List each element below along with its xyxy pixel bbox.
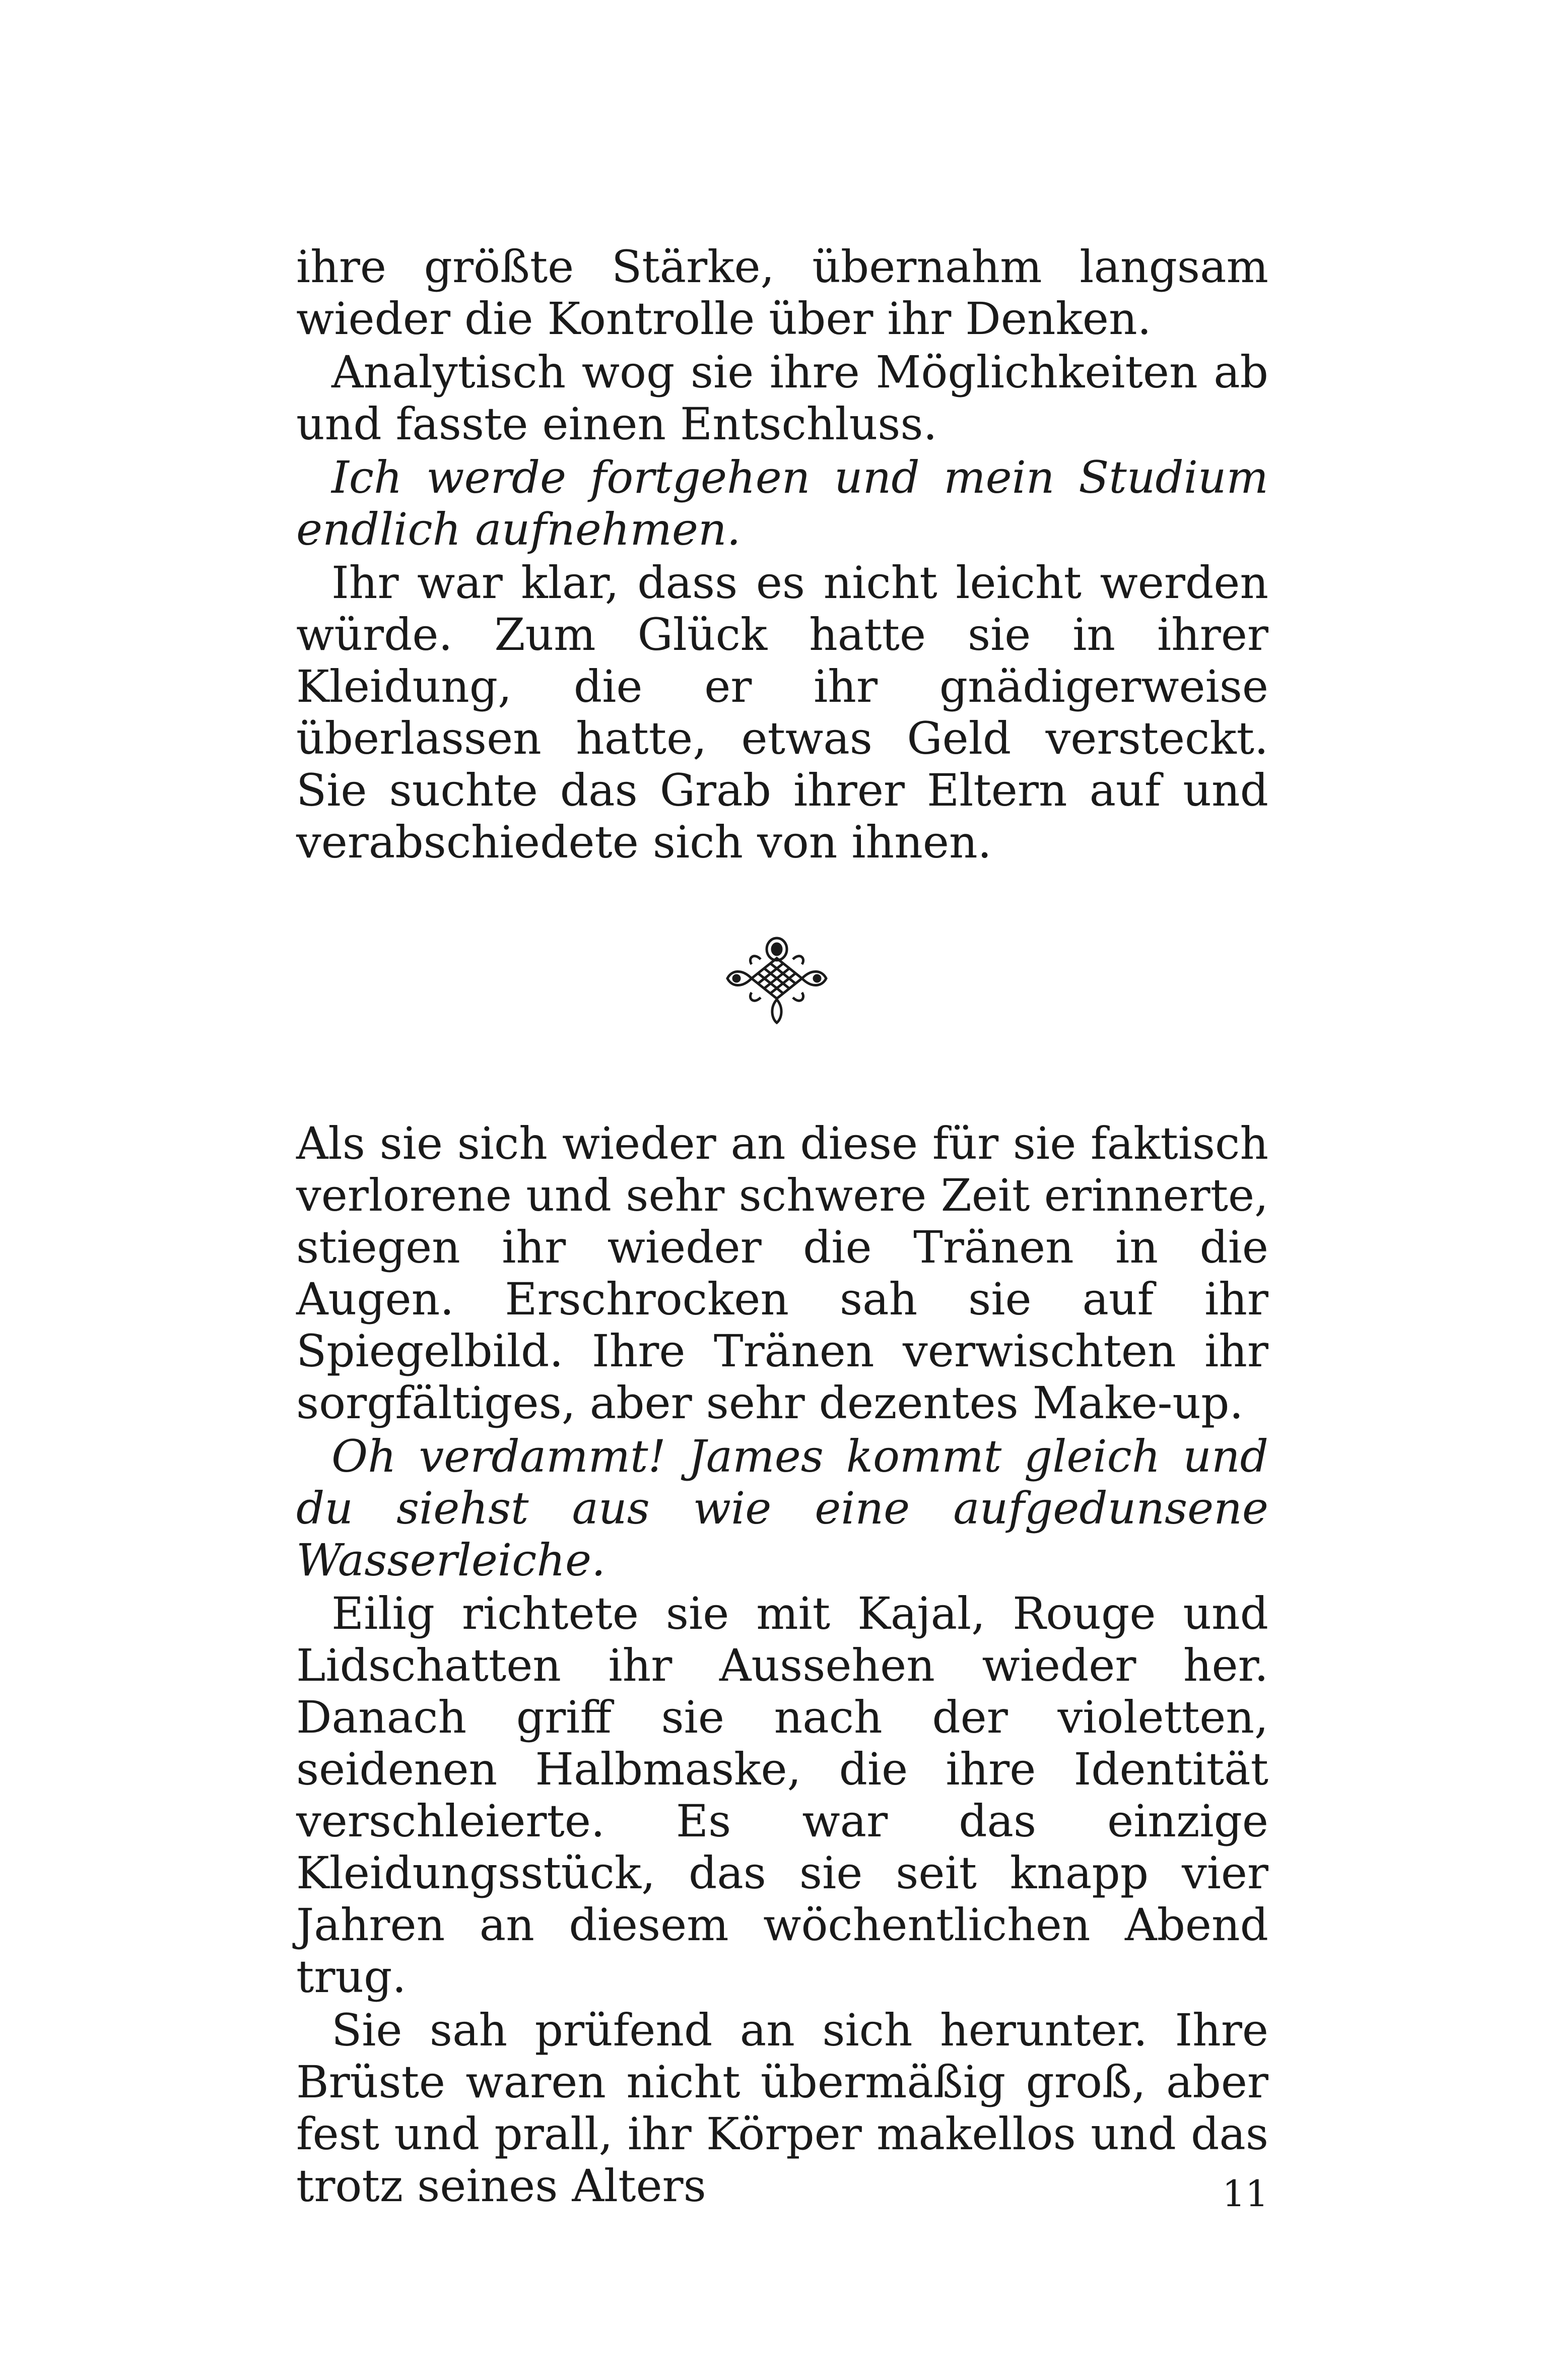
text-section-1 — [296, 241, 1268, 870]
text-section-2 — [296, 1117, 1268, 2213]
italic-thought: Oh verdammt! James kommt gleich und du siehst aus wie eine aufgedunsene Wasserleiche. — [296, 1430, 1268, 1586]
paragraph: Sie sah prüfend an sich herunter. Ihre Brüste waren nicht übermäßig groß, aber fest und prall, ihr Körper makellos und das trotz seines Alters — [296, 2004, 1268, 2212]
ornamental-scene-break-icon — [721, 928, 832, 1029]
paragraph: Ihr war klar, dass es nicht leicht werden würde. Zum Glück hatte sie in ihrer Kleidung, die er ihr gnädigerweise überlassen hatte, etwas Geld versteckt. Sie suchte das Grab ihrer Eltern auf und verabschiedete sich von ihnen. — [296, 557, 1268, 868]
page-number: 11 — [1222, 2172, 1268, 2215]
italic-thought: Ich werde fortgehen und mein Studium endlich aufnehmen. — [296, 451, 1268, 555]
paragraph: Als sie sich wieder an diese für sie faktisch verlorene und sehr schwere Zeit erinnerte, stiegen ihr wieder die Tränen in die Augen. Erschrocken sah sie auf ihr Spiegelbild. Ihre Tränen verwischten ihr sorgfältiges, aber sehr dezentes Make-up. — [296, 1117, 1268, 1429]
paragraph: Analytisch wog sie ihre Möglichkeiten ab und fasste einen Entschluss. — [296, 346, 1268, 450]
paragraph: ihre größte Stärke, übernahm langsam wieder die Kontrolle über ihr Denken. — [296, 241, 1268, 345]
paragraph: Eilig richtete sie mit Kajal, Rouge und Lidschatten ihr Aussehen wieder her. Danach griff sie nach der violetten, seidenen Halbmaske, die ihre Identität verschleierte. Es war das einzige Kleidungsstück, das sie seit knapp vier Jahren an diesem wöchentlichen Abend trug. — [296, 1588, 1268, 2003]
